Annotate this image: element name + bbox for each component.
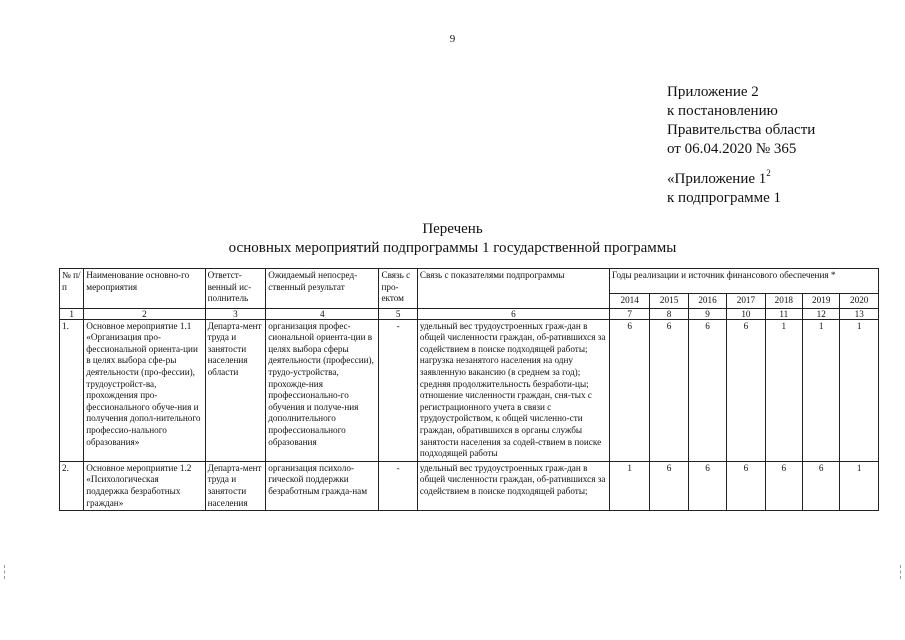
- row-year-value: 1: [840, 461, 879, 510]
- subprogram-appendix-label: «Приложение 1: [667, 171, 767, 187]
- header-cell-link-indicators: Связь с показателями подпрограммы: [417, 269, 609, 309]
- row-num: 1.: [60, 319, 84, 461]
- scan-edge-mark: [900, 565, 902, 579]
- title-line: основных мероприятий подпрограммы 1 государственной программы: [228, 240, 677, 256]
- document-title: [0, 220, 905, 258]
- column-number-cell: 4: [266, 308, 379, 319]
- column-number-cell: 3: [205, 308, 266, 319]
- column-number-cell: 7: [609, 308, 649, 319]
- superscript-number: 2: [766, 168, 771, 178]
- appendix-line: Правительства области: [667, 122, 816, 138]
- indicator-item: средняя продолжительность безработи-цы;: [419, 378, 589, 389]
- header-cell-responsible: Ответст-венный ис-полнитель: [205, 269, 266, 309]
- row-responsible: Департа-мент труда и занятости населения: [205, 461, 266, 510]
- row-year-value: 6: [688, 461, 726, 510]
- row-year-value: 1: [803, 319, 840, 461]
- row-year-value: 1: [840, 319, 879, 461]
- row-expected-result: организация профес-сиональной ориента-ции в целях выбора сферы деятельности (профессии), трудо-устройства, прохожде-ния профессионально-го обучения и получе-ния дополнительного профессионального образования: [266, 319, 379, 461]
- row-year-value: 6: [688, 319, 726, 461]
- row-year-value: 6: [727, 319, 765, 461]
- indicator-item: нагрузка незанятого населения на одну заявленную вакансию (в среднем за год);: [419, 355, 581, 377]
- header-cell-result: Ожидаемый непосред-ственный результат: [266, 269, 379, 309]
- table-header-row: [60, 269, 879, 294]
- row-project-link: -: [379, 319, 417, 461]
- row-year-value: 6: [765, 461, 802, 510]
- subprogram-appendix-block: [667, 170, 781, 208]
- column-number-cell: 5: [379, 308, 417, 319]
- column-number-cell: 10: [727, 308, 765, 319]
- year-cell: 2020: [840, 294, 879, 309]
- year-cell: 2015: [650, 294, 688, 309]
- appendix-line: Приложение 2: [667, 84, 759, 100]
- column-number-cell: 1: [60, 308, 84, 319]
- activities-table: [59, 268, 879, 511]
- indicator-item: удельный вес трудоустроенных граж-дан в общей численности граждан, об-ратившихся за содействием в поиске подходящей работы;: [419, 462, 606, 496]
- column-number-cell: 2: [84, 308, 205, 319]
- row-year-value: 6: [803, 461, 840, 510]
- row-project-link: -: [379, 461, 417, 510]
- column-number-cell: 11: [765, 308, 802, 319]
- row-year-value: 6: [650, 461, 688, 510]
- row-indicators: [417, 461, 609, 510]
- indicator-item: отношение численности граждан, сня-тых с регистрационного учета в связи с трудоустройством, к общей численно-сти граждан, обратившихся в органы службы занятости населения за содей-ствием в поиске подходящей работы: [419, 390, 602, 459]
- row-indicators: [417, 319, 609, 461]
- column-number-cell: 8: [650, 308, 688, 319]
- column-number-cell: 9: [688, 308, 726, 319]
- row-year-value: 6: [650, 319, 688, 461]
- year-cell: 2016: [688, 294, 726, 309]
- header-cell-num: № п/п: [60, 269, 84, 309]
- header-cell-years-title: Годы реализации и источник финансового обеспечения *: [609, 269, 878, 294]
- title-line: Перечень: [422, 221, 483, 237]
- table-row: [60, 319, 879, 461]
- appendix-line: к постановлению: [667, 103, 778, 119]
- appendix-block: [667, 83, 815, 159]
- year-cell: 2018: [765, 294, 802, 309]
- scan-edge-mark: [4, 565, 6, 579]
- column-number-cell: 12: [803, 308, 840, 319]
- year-cell: 2017: [727, 294, 765, 309]
- indicator-item: удельный вес трудоустроенных граж-дан в общей численности граждан, об-ратившихся за содействием в поиске подходящей работы;: [419, 320, 606, 354]
- row-activity-name: Основное мероприятие 1.2 «Психологическая поддержка безработных граждан»: [84, 461, 205, 510]
- row-activity-name: Основное мероприятие 1.1 «Организация про-фессиональной ориента-ции в целях выбора сфе-ры деятельности (про-фессии), трудоустройст-ва, прохождения про-фессионального обуче-ния и получения допол-нительного профессио-нального образования»: [84, 319, 205, 461]
- row-year-value: 6: [727, 461, 765, 510]
- row-expected-result: организация психоло-гической поддержки безработным гражда-нам: [266, 461, 379, 510]
- year-cell: 2014: [609, 294, 649, 309]
- subprogram-appendix-line: [667, 170, 781, 189]
- header-cell-link-project: Связь с про-ектом: [379, 269, 417, 309]
- header-cell-name: Наименование основно-го мероприятия: [84, 269, 205, 309]
- row-year-value: 1: [609, 461, 649, 510]
- subprogram-appendix-line: к подпрограмме 1: [667, 190, 781, 206]
- column-number-cell: 6: [417, 308, 609, 319]
- row-num: 2.: [60, 461, 84, 510]
- row-year-value: 6: [609, 319, 649, 461]
- row-year-value: 1: [765, 319, 802, 461]
- column-number-row: [60, 308, 879, 319]
- table-row: [60, 461, 879, 510]
- page-number: 9: [449, 33, 456, 45]
- appendix-line: от 06.04.2020 № 365: [667, 141, 797, 157]
- year-cell: 2019: [803, 294, 840, 309]
- row-responsible: Департа-мент труда и занятости населения области: [205, 319, 266, 461]
- column-number-cell: 13: [840, 308, 879, 319]
